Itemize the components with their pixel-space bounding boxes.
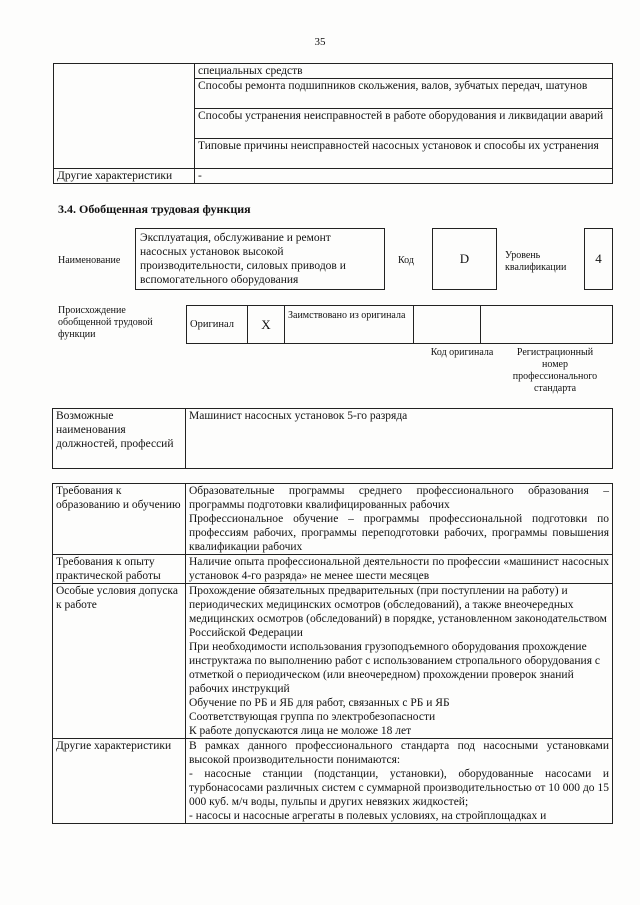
name-label: Наименование xyxy=(58,255,121,266)
top-table-row: Типовые причины неисправностей насосных установок и способы их устранения xyxy=(195,139,613,169)
top-table xyxy=(53,63,613,184)
other-line: В рамках данного профессионального стандарта под насосными установками высокой производительности понимаются: xyxy=(189,740,609,766)
conditions-line: Соответствующая группа по электробезопасности xyxy=(189,711,436,723)
top-table-row: Способы устранения неисправностей в работе оборудования и ликвидации аварий xyxy=(195,109,613,139)
education-line: Образовательные программы среднего профессионального образования – программы подготовки квалифицированных рабочих xyxy=(189,485,609,511)
conditions-line: Прохождение обязательных предварительных (при поступлении на работу) и периодических медицинских осмотров (обследований), а также внеочередных медицинских осмотров (обследований) в порядке, установленном законодательством Российской Федерации xyxy=(189,585,607,639)
section-heading: 3.4. Обобщенная трудовая функция xyxy=(58,202,251,216)
education-label: Требования к образованию и обучению xyxy=(53,484,186,555)
experience-value: Наличие опыта профессиональной деятельности по профессии «машинист насосных установок 4-го разряда» не менее шести месяцев xyxy=(186,555,613,584)
borrowed-label: Заимствовано из оригинала xyxy=(285,306,414,344)
top-table-row: специальных средств xyxy=(195,64,613,79)
other-label: Другие характеристики xyxy=(53,739,186,824)
top-table-left-cell xyxy=(54,64,195,169)
other-characteristics-value: - xyxy=(195,169,613,184)
other-characteristics-label: Другие характеристики xyxy=(54,169,195,184)
experience-label: Требования к опыту практической работы xyxy=(53,555,186,584)
top-table-row: Способы ремонта подшипников скольжения, валов, зубчатых передач, шатунов xyxy=(195,79,613,109)
origin-table xyxy=(186,305,613,344)
code-label: Код xyxy=(398,255,414,266)
requirements-table xyxy=(52,483,613,824)
code-original-caption: Код оригинала xyxy=(430,347,494,358)
code-original-cell xyxy=(414,306,481,344)
conditions-value xyxy=(186,584,613,739)
conditions-line: К работе допускаются лица не моложе 18 лет xyxy=(189,725,412,737)
original-mark: X xyxy=(248,306,285,344)
conditions-line: При необходимости использования грузоподъемного оборудования прохождение инструктажа по выполнению работ с использованием стропального оборудования с отметкой о периодическом (или внеочередном) прохождении проверок знаний рабочих инструкций xyxy=(189,641,600,695)
other-line: - насосы и насосные агрегаты в полевых условиях, на стройплощадках и xyxy=(189,810,547,822)
reg-number-caption: Регистрационный номер профессионального стандарта xyxy=(512,347,598,394)
original-label: Оригинал xyxy=(187,306,248,344)
positions-label: Возможные наименования должностей, профессий xyxy=(53,409,186,469)
code-value-box: D xyxy=(432,228,497,290)
conditions-label: Особые условия допуска к работе xyxy=(53,584,186,739)
page-number: 35 xyxy=(314,36,326,48)
other-value xyxy=(186,739,613,824)
origin-label: Происхождение обобщенной трудовой функции xyxy=(58,305,153,340)
positions-table xyxy=(52,408,613,469)
positions-value: Машинист насосных установок 5-го разряда xyxy=(186,409,613,469)
level-label: Уровень квалификации xyxy=(505,250,567,273)
conditions-line: Обучение по РБ и ЯБ для работ, связанных с РБ и ЯБ xyxy=(189,697,450,709)
level-value-box: 4 xyxy=(584,228,613,290)
other-line: - насосные станции (подстанции, установки), оборудованные насосами и турбонасосами различных систем с суммарной производительностью от 10 000 до 15 000 куб. м/ч воды, пульпы и других невязких жидкостей; xyxy=(189,768,609,808)
reg-number-cell xyxy=(481,306,613,344)
function-name-box: Эксплуатация, обслуживание и ремонт насосных установок высокой производительности, силовых приводов и вспомогательного оборудования xyxy=(135,228,385,290)
education-value xyxy=(186,484,613,555)
education-line: Профессиональное обучение – программы профессиональной подготовки по профессиям рабочих, программы переподготовки рабочих, программы повышения квалификации рабочих xyxy=(189,513,609,553)
